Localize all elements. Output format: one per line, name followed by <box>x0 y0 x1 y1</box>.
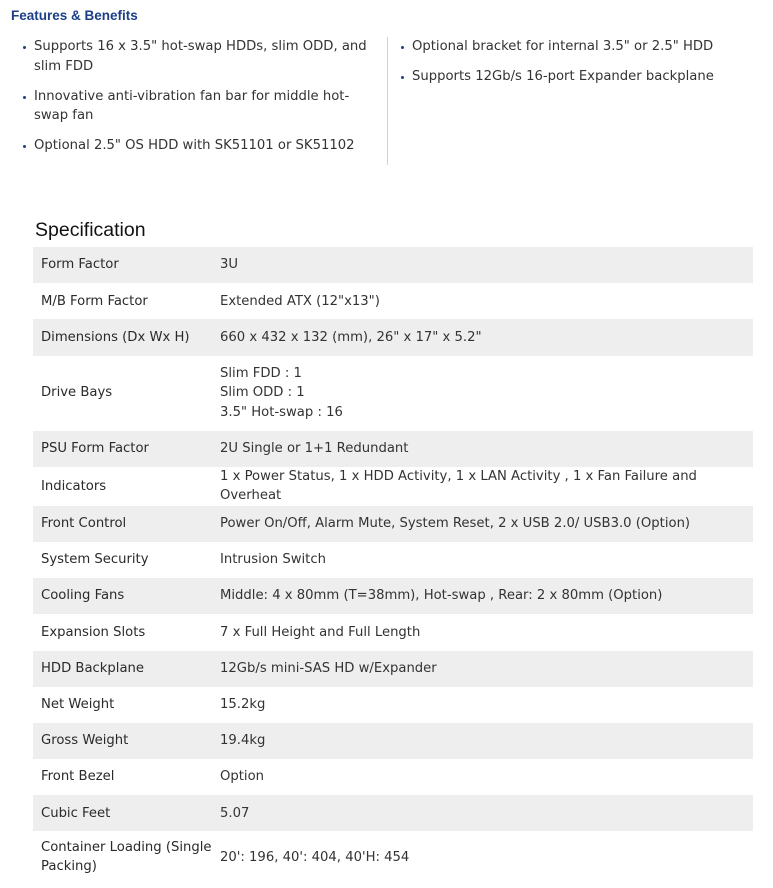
spec-value: 15.2kg <box>220 697 266 713</box>
spec-value: Intrusion Switch <box>220 552 326 568</box>
spec-value: 7 x Full Height and Full Length <box>220 624 421 640</box>
spec-value: Option <box>220 769 265 785</box>
features-right-column <box>387 37 747 165</box>
features-heading: Features & Benefits <box>11 8 138 23</box>
spec-label: Cooling Fans <box>33 578 212 614</box>
spec-row-cooling-fans <box>33 578 753 614</box>
spec-label: Front Bezel <box>41 769 115 785</box>
spec-value: 19.4kg <box>212 723 753 759</box>
spec-row-indicators <box>33 467 753 506</box>
spec-label: HDD Backplane <box>33 651 212 687</box>
spec-value: Power On/Off, Alarm Mute, System Reset, 2 x USB 2.0/ USB3.0 (Option) <box>212 506 753 542</box>
spec-row-drive-bays <box>33 356 753 431</box>
spec-label: Drive Bays <box>41 385 113 401</box>
spec-row-net-weight <box>33 687 753 723</box>
feature-item: Supports 16 x 3.5" hot-swap HDDs, slim ODD, and slim FDD <box>22 37 367 76</box>
spec-row-form-factor <box>33 247 753 283</box>
drive-bay-line: 3.5" Hot-swap : 16 <box>220 404 343 420</box>
spec-row-gross-weight <box>33 723 753 759</box>
features-left-column <box>22 37 367 166</box>
spec-row-system-security <box>33 542 753 578</box>
spec-label: Expansion Slots <box>41 624 146 640</box>
spec-value: 5.07 <box>212 795 753 831</box>
spec-label: Container Loading (Single Packing) <box>41 839 212 875</box>
spec-row-hdd-backplane <box>33 651 753 687</box>
spec-value: 660 x 432 x 132 (mm), 26" x 17" x 5.2" <box>212 319 753 355</box>
spec-row-cubic-feet <box>33 795 753 831</box>
spec-value: 12Gb/s mini-SAS HD w/Expander <box>212 651 753 687</box>
feature-item: Innovative anti-vibration fan bar for middle hot-swap fan <box>22 87 367 126</box>
spec-label: Net Weight <box>41 697 115 713</box>
features-list <box>22 37 767 165</box>
spec-value: 1 x Power Status, 1 x HDD Activity, 1 x LAN Activity , 1 x Fan Failure and Overheat <box>220 468 697 504</box>
spec-value: 20': 196, 40': 404, 40'H: 454 <box>220 849 410 865</box>
spec-value: Middle: 4 x 80mm (T=38mm), Hot-swap , Rear: 2 x 80mm (Option) <box>212 578 753 614</box>
spec-row-container-loading <box>33 831 753 883</box>
spec-label: Gross Weight <box>33 723 212 759</box>
spec-row-front-control <box>33 506 753 542</box>
spec-row-dimensions <box>33 319 753 355</box>
spec-label: Front Control <box>33 506 212 542</box>
spec-label: System Security <box>41 552 149 568</box>
feature-item: Optional bracket for internal 3.5" or 2.5" HDD <box>400 37 747 57</box>
feature-item: Supports 12Gb/s 16-port Expander backplane <box>400 67 747 87</box>
spec-row-psu-form-factor <box>33 431 753 467</box>
spec-value: 2U Single or 1+1 Redundant <box>212 431 753 467</box>
spec-label: Dimensions (Dx Wx H) <box>33 319 212 355</box>
drive-bay-line: Slim ODD : 1 <box>220 385 305 401</box>
spec-label: Form Factor <box>33 247 212 283</box>
spec-value: 3U <box>212 247 753 283</box>
specification-heading: Specification <box>35 219 146 241</box>
spec-label: Indicators <box>41 478 107 494</box>
specification-table <box>33 247 753 883</box>
spec-row-expansion-slots <box>33 614 753 650</box>
spec-label: Cubic Feet <box>33 795 212 831</box>
spec-row-mb-form-factor <box>33 283 753 319</box>
spec-label: PSU Form Factor <box>33 431 212 467</box>
feature-item: Optional 2.5" OS HDD with SK51101 or SK51102 <box>22 136 367 156</box>
spec-value <box>212 356 753 431</box>
spec-value: Extended ATX (12"x13") <box>220 293 380 309</box>
spec-label: M/B Form Factor <box>41 293 148 309</box>
spec-row-front-bezel <box>33 759 753 795</box>
drive-bay-line: Slim FDD : 1 <box>220 365 302 381</box>
